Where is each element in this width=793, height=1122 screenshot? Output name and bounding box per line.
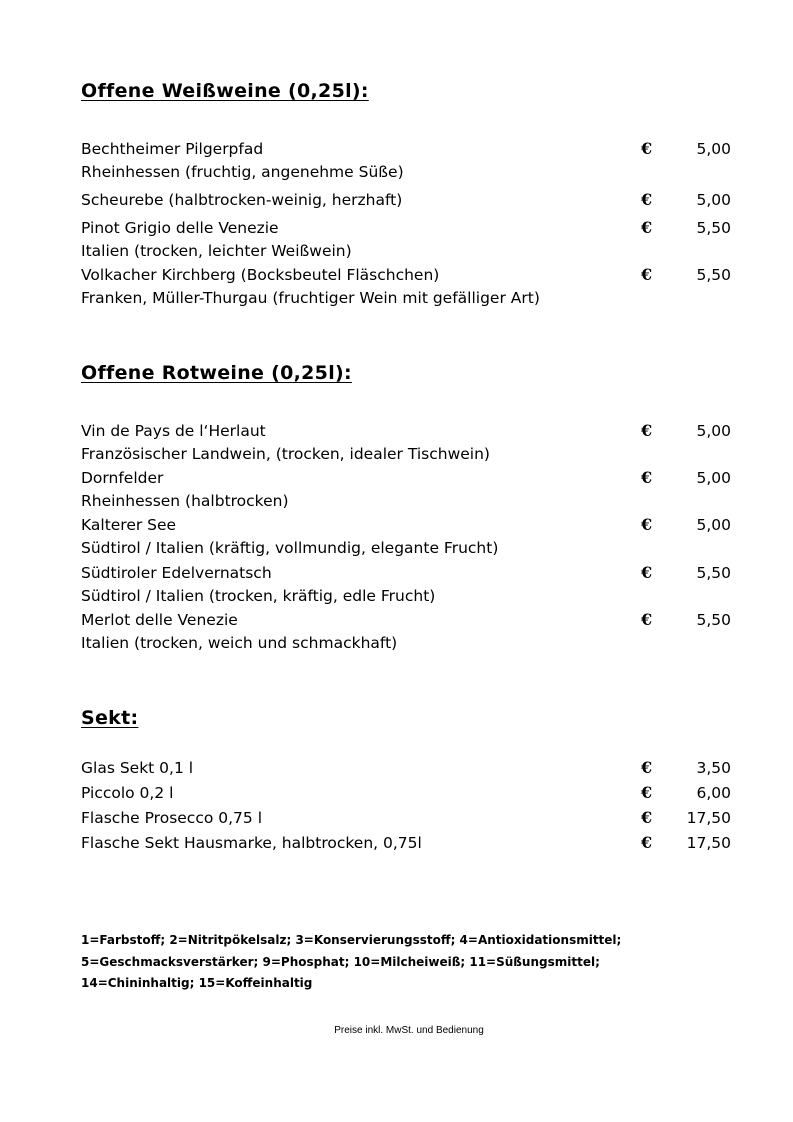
currency-symbol: € xyxy=(641,265,653,284)
currency-symbol: € xyxy=(641,190,653,209)
item-description: Rheinhessen (fruchtig, angenehme Süße) xyxy=(81,162,404,181)
price-note: Preise inkl. MwSt. und Bedienung xyxy=(334,1025,484,1036)
currency-symbol: € xyxy=(641,563,653,582)
currency-symbol: € xyxy=(641,758,653,777)
footnote-line: 5=Geschmacksverstärker; 9=Phosphat; 10=Milcheiweiß; 11=Süßungsmittel; xyxy=(81,954,600,969)
currency-symbol: € xyxy=(641,218,653,237)
currency-symbol: € xyxy=(641,808,653,827)
item-name: Piccolo 0,2 l xyxy=(81,784,174,802)
item-price: 5,00 xyxy=(696,140,731,158)
item-name: Dornfelder xyxy=(81,469,164,487)
item-description: Rheinhessen (halbtrocken) xyxy=(81,491,289,510)
item-price: 5,00 xyxy=(696,469,731,487)
item-name: Volkacher Kirchberg (Bocksbeutel Fläschchen) xyxy=(81,266,440,284)
currency-symbol: € xyxy=(641,468,653,487)
section-title-white-wines: Offene Weißweine (0,25l): xyxy=(81,80,369,102)
menu-item xyxy=(81,217,731,262)
item-price: 17,50 xyxy=(686,834,731,852)
currency-symbol: € xyxy=(641,610,653,629)
item-price: 6,00 xyxy=(696,784,731,802)
item-name: Kalterer See xyxy=(81,516,177,534)
menu-item xyxy=(81,782,731,805)
item-name: Südtiroler Edelvernatsch xyxy=(81,564,272,582)
menu-item xyxy=(81,189,731,212)
footnote-line: 1=Farbstoff; 2=Nitritpökelsalz; 3=Konservierungsstoff; 4=Antioxidationsmittel; xyxy=(81,933,622,947)
item-name: Flasche Sekt Hausmarke, halbtrocken, 0,75l xyxy=(81,834,422,852)
item-description: Französischer Landwein, (trocken, idealer Tischwein) xyxy=(81,444,490,463)
menu-item xyxy=(81,609,731,654)
item-price: 5,50 xyxy=(696,611,731,629)
item-name: Merlot delle Venezie xyxy=(81,611,238,629)
item-name: Flasche Prosecco 0,75 l xyxy=(81,809,263,827)
currency-symbol: € xyxy=(641,783,653,802)
menu-item xyxy=(81,757,731,780)
item-name: Vin de Pays de l‘Herlaut xyxy=(81,422,266,440)
footnote-line: 14=Chininhaltig; 15=Koffeinhaltig xyxy=(81,976,313,990)
item-name: Pinot Grigio delle Venezie xyxy=(81,219,279,237)
currency-symbol: € xyxy=(641,421,653,440)
item-price: 17,50 xyxy=(686,809,731,827)
item-description: Franken, Müller-Thurgau (fruchtiger Wein mit gefälliger Art) xyxy=(81,288,540,307)
item-name: Bechtheimer Pilgerpfad xyxy=(81,140,264,158)
item-name: Scheurebe (halbtrocken-weinig, herzhaft) xyxy=(81,191,403,209)
currency-symbol: € xyxy=(641,833,653,852)
item-price: 5,00 xyxy=(696,422,731,440)
menu-item xyxy=(81,467,731,512)
section-title-sekt: Sekt: xyxy=(81,707,139,729)
currency-symbol: € xyxy=(641,139,653,158)
currency-symbol: € xyxy=(641,515,653,534)
menu-item xyxy=(81,562,731,607)
additives-footnote xyxy=(81,930,621,995)
item-price: 3,50 xyxy=(696,759,731,777)
item-price: 5,50 xyxy=(696,564,731,582)
item-description: Südtirol / Italien (trocken, kräftig, edle Frucht) xyxy=(81,586,436,605)
item-price: 5,00 xyxy=(696,191,731,209)
item-price: 5,00 xyxy=(696,516,731,534)
item-price: 5,50 xyxy=(696,266,731,284)
item-description: Italien (trocken, weich und schmackhaft) xyxy=(81,633,398,652)
menu-item xyxy=(81,264,731,309)
menu-item xyxy=(81,138,731,183)
menu-item xyxy=(81,807,731,830)
item-description: Südtirol / Italien (kräftig, vollmundig, elegante Frucht) xyxy=(81,538,499,557)
item-price: 5,50 xyxy=(696,219,731,237)
item-name: Glas Sekt 0,1 l xyxy=(81,759,194,777)
item-description: Italien (trocken, leichter Weißwein) xyxy=(81,241,352,260)
menu-item xyxy=(81,420,731,465)
menu-item xyxy=(81,514,731,559)
menu-item xyxy=(81,832,731,855)
section-title-red-wines: Offene Rotweine (0,25l): xyxy=(81,362,352,384)
